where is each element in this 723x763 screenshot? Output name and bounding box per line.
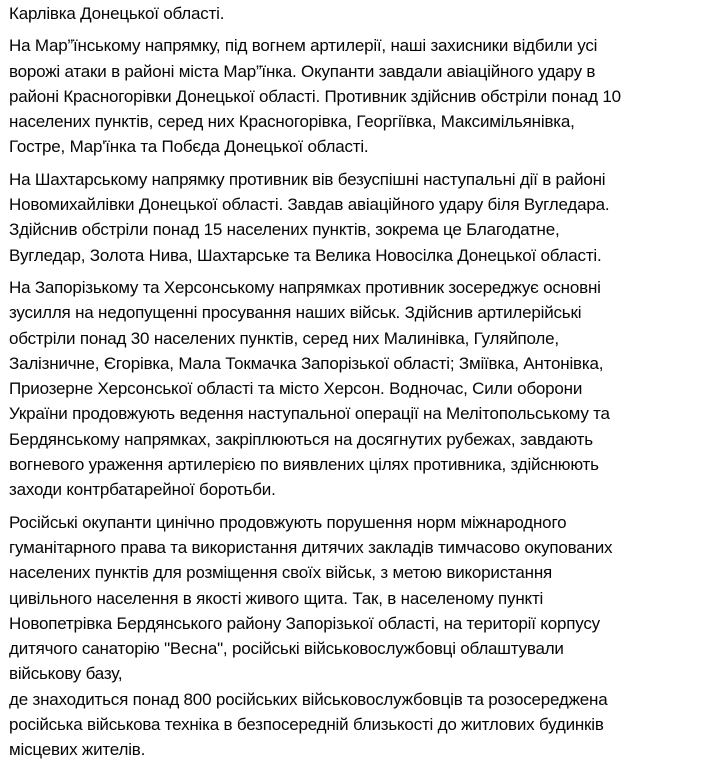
text-line: заходи контрбатарейної боротьби. — [9, 480, 276, 500]
text-line: російська військова техніка в безпосередній близькості до житлових будинків — [9, 715, 604, 735]
text-line: Новомихайлівки Донецької області. Завдав авіаційного удару біля Вугледара. — [9, 195, 610, 215]
text-line: населених пунктів для розміщення своїх військ, з метою використання — [9, 563, 553, 583]
text-line: населених пунктів, серед них Красногорівка, Георгіївка, Максимільянівка, — [9, 112, 575, 132]
text-line: Російські окупанти цинічно продовжують порушення норм міжнародного — [9, 512, 567, 532]
text-line: де знаходиться понад 800 російських військовослужбовців та розосереджена — [9, 689, 608, 709]
text-line: обстріли понад 30 населених пунктів, серед них Малинівка, Гуляйполе, — [9, 328, 559, 348]
text-line: районі Красногорівки Донецької області. Противник здійснив обстріли понад 10 — [9, 86, 621, 106]
text-line: військову базу, — [9, 664, 123, 684]
text-line: місцевих жителів. — [9, 740, 146, 760]
text-line: гуманітарного права та використання дитячих закладів тимчасово окупованих — [9, 537, 613, 557]
text-line: Вугледар, Золота Нива, Шахтарське та Велика Новосілка Донецької області. — [9, 245, 602, 265]
text-line: Карлівка Донецької області. — [9, 4, 225, 23]
text-line: ворожі атаки в районі міста Мар”їнка. Окупанти завдали авіаційного удару в — [9, 61, 596, 81]
text-line: України продовжують ведення наступальної операції на Мелітопольському та — [9, 404, 610, 424]
text-line: Новопетрівка Бердянського району Запорізької області, на території корпусу — [9, 613, 600, 633]
paragraph — [9, 33, 717, 159]
text-line: зусилля на недопущенні просування наших військ. Здійснив артилерійські — [9, 303, 582, 323]
text-line: Приозерне Херсонської області та місто Херсон. Водночас, Сили оборони — [9, 379, 583, 399]
paragraph — [9, 167, 717, 268]
paragraph — [9, 275, 717, 503]
text-line: Гостре, Мар'їнка та Побєда Донецької області. — [9, 137, 369, 157]
text-line: дитячого санаторію "Весна", російські військовослужбовці облаштували — [9, 639, 564, 659]
text-line: На Шахтарському напрямку противник вів безуспішні наступальні дії в районі — [9, 169, 606, 189]
paragraph — [9, 510, 717, 763]
paragraph — [9, 1, 717, 26]
text-line: вогневого ураження артилерією по виявлених цілях противника, здійснюють — [9, 455, 599, 475]
text-line: На Запорізькому та Херсонському напрямках противник зосереджує основні — [9, 277, 601, 297]
text-line: Здійснив обстріли понад 15 населених пунктів, зокрема це Благодатне, — [9, 220, 560, 240]
text-line: Бердянському напрямках, закріплюються на досягнутих рубежах, завдають — [9, 429, 593, 449]
text-line: На Мар”їнському напрямку, під вогнем артилерії, наші захисники відбили усі — [9, 36, 598, 56]
text-line: цивільного населення в якості живого щита. Так, в населеному пункті — [9, 588, 544, 608]
text-line: Залізничне, Єгорівка, Мала Токмачка Запорізької області; Зміївка, Антонівка, — [9, 353, 604, 373]
